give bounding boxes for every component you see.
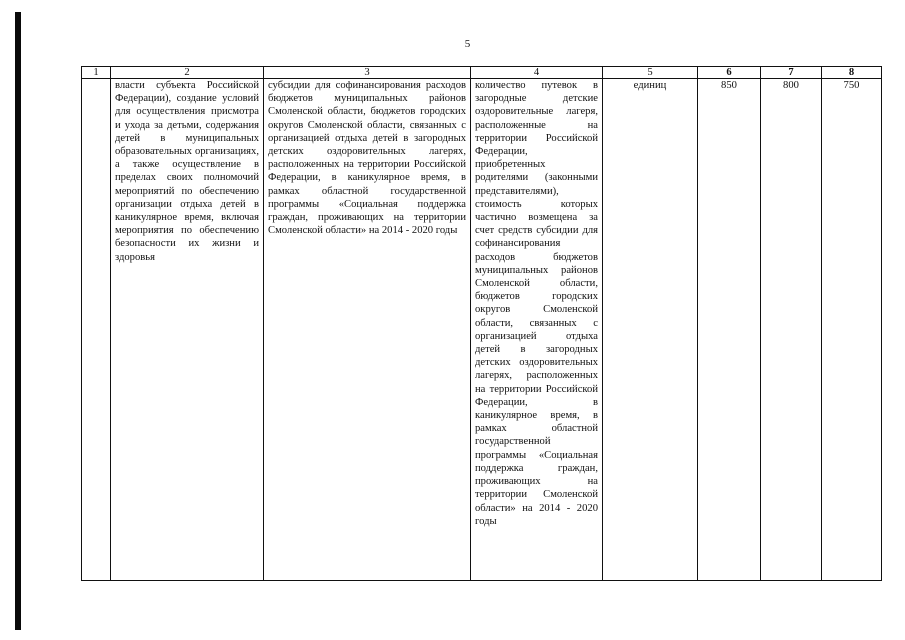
scan-edge-bar [15, 12, 21, 630]
table-row [82, 79, 882, 581]
cell-value-year-3: 750 [822, 79, 882, 581]
page-number: 5 [464, 38, 471, 50]
table-header-row [82, 67, 882, 79]
header-col-6: 6 [698, 67, 761, 79]
cell-value-year-1: 850 [698, 79, 761, 581]
cell-subsidy-purpose: субсидии для софинансирования расходов бюджетов муниципальных районов Смоленской области, бюджетов городских округов Смоленской области, связанных с организацией отдыха детей в загородных детских оздоровительных лагерях, расположенных на территории Российской Федерации, в каникулярное время, в рамках областной государственной программы «Социальная поддержка граждан, проживающих на территории Смоленской области» на 2014 - 2020 годы [264, 79, 471, 581]
cell-indicator-name: количество путевок в загородные детские оздоровительные лагеря, расположенные на территории Российской Федерации, приобретенных родителями (законными представителями), стоимость которых частично возмещена за счет средств субсидии для софинансирования расходов бюджетов муниципальных районов Смоленской области, бюджетов городских округов Смоленской области, связанных с организацией отдыха детей в загородных детских оздоровительных лагерях, расположенных на территории Российской Федерации, в каникулярное время, в рамках областной государственной программы «Социальная поддержка граждан, проживающих на территории Смоленской области» на 2014 - 2020 годы [471, 79, 603, 581]
header-col-5: 5 [603, 67, 698, 79]
header-col-1: 1 [82, 67, 111, 79]
cell-authority-powers: власти субъекта Российской Федерации), создание условий для осуществления присмотра и ухода за детьми, содержания детей в муниципальных образовательных организациях, а также осуществление в пределах своих полномочий мероприятий по обеспечению организации отдыха детей в каникулярное время, включая мероприятия по обеспечению безопасности их жизни и здоровья [111, 79, 264, 581]
indicator-table [81, 66, 882, 581]
cell-number [82, 79, 111, 581]
header-col-2: 2 [111, 67, 264, 79]
header-col-8: 8 [822, 67, 882, 79]
header-col-4: 4 [471, 67, 603, 79]
header-col-7: 7 [761, 67, 822, 79]
header-col-3: 3 [264, 67, 471, 79]
cell-value-year-2: 800 [761, 79, 822, 581]
cell-unit: единиц [603, 79, 698, 581]
